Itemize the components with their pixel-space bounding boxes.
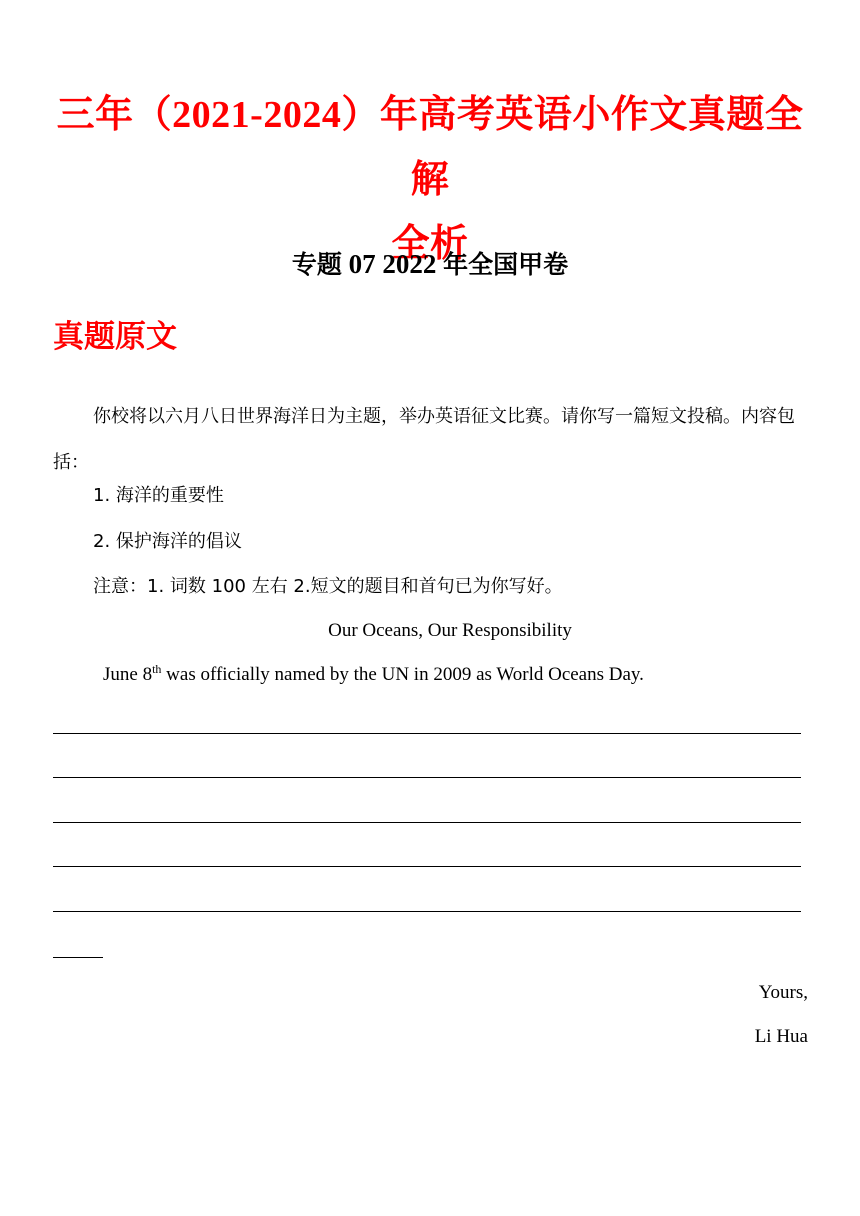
essay-title: Our Oceans, Our Responsibility — [328, 620, 572, 641]
subtitle-numbers: 07 2022 — [341, 249, 444, 279]
content-item-1: 1. 海洋的重要性 — [93, 485, 224, 506]
main-title-years: 2021-2024 — [172, 94, 342, 136]
writing-line — [53, 822, 801, 823]
note-text: 注意：1. 词数 100 左右 2.短文的题目和首句已为你写好。 — [93, 576, 563, 597]
writing-line — [53, 733, 801, 734]
subtitle-prefix: 专题 — [291, 250, 342, 279]
first-sentence-end: was officially named by the UN in 2009 as World Oceans Day. — [161, 664, 644, 685]
content-item-2: 2. 保护海洋的倡议 — [93, 531, 242, 552]
subtitle — [0, 246, 860, 283]
section-heading: 真题原文 — [53, 319, 177, 355]
writing-line — [53, 866, 801, 867]
first-sentence-start: June 8 — [103, 664, 153, 685]
main-title-line2: 全析 — [391, 221, 469, 265]
main-title-part2: ）年高考英语小作文真题全解 — [341, 92, 804, 201]
signature: Li Hua — [754, 1026, 808, 1047]
subtitle-suffix: 年全国甲卷 — [443, 250, 569, 279]
ordinal-suffix: th — [152, 662, 162, 676]
writing-line-short — [53, 957, 103, 958]
instruction-paragraph: 你校将以六月八日世界海洋日为主题，举办英语征文比赛。请你写一篇短文投稿。内容包括： — [53, 406, 795, 473]
first-sentence — [103, 664, 644, 686]
writing-line — [53, 777, 801, 778]
writing-line — [53, 911, 801, 912]
main-title-part1: 三年（ — [56, 92, 173, 136]
closing: Yours, — [758, 982, 808, 1003]
